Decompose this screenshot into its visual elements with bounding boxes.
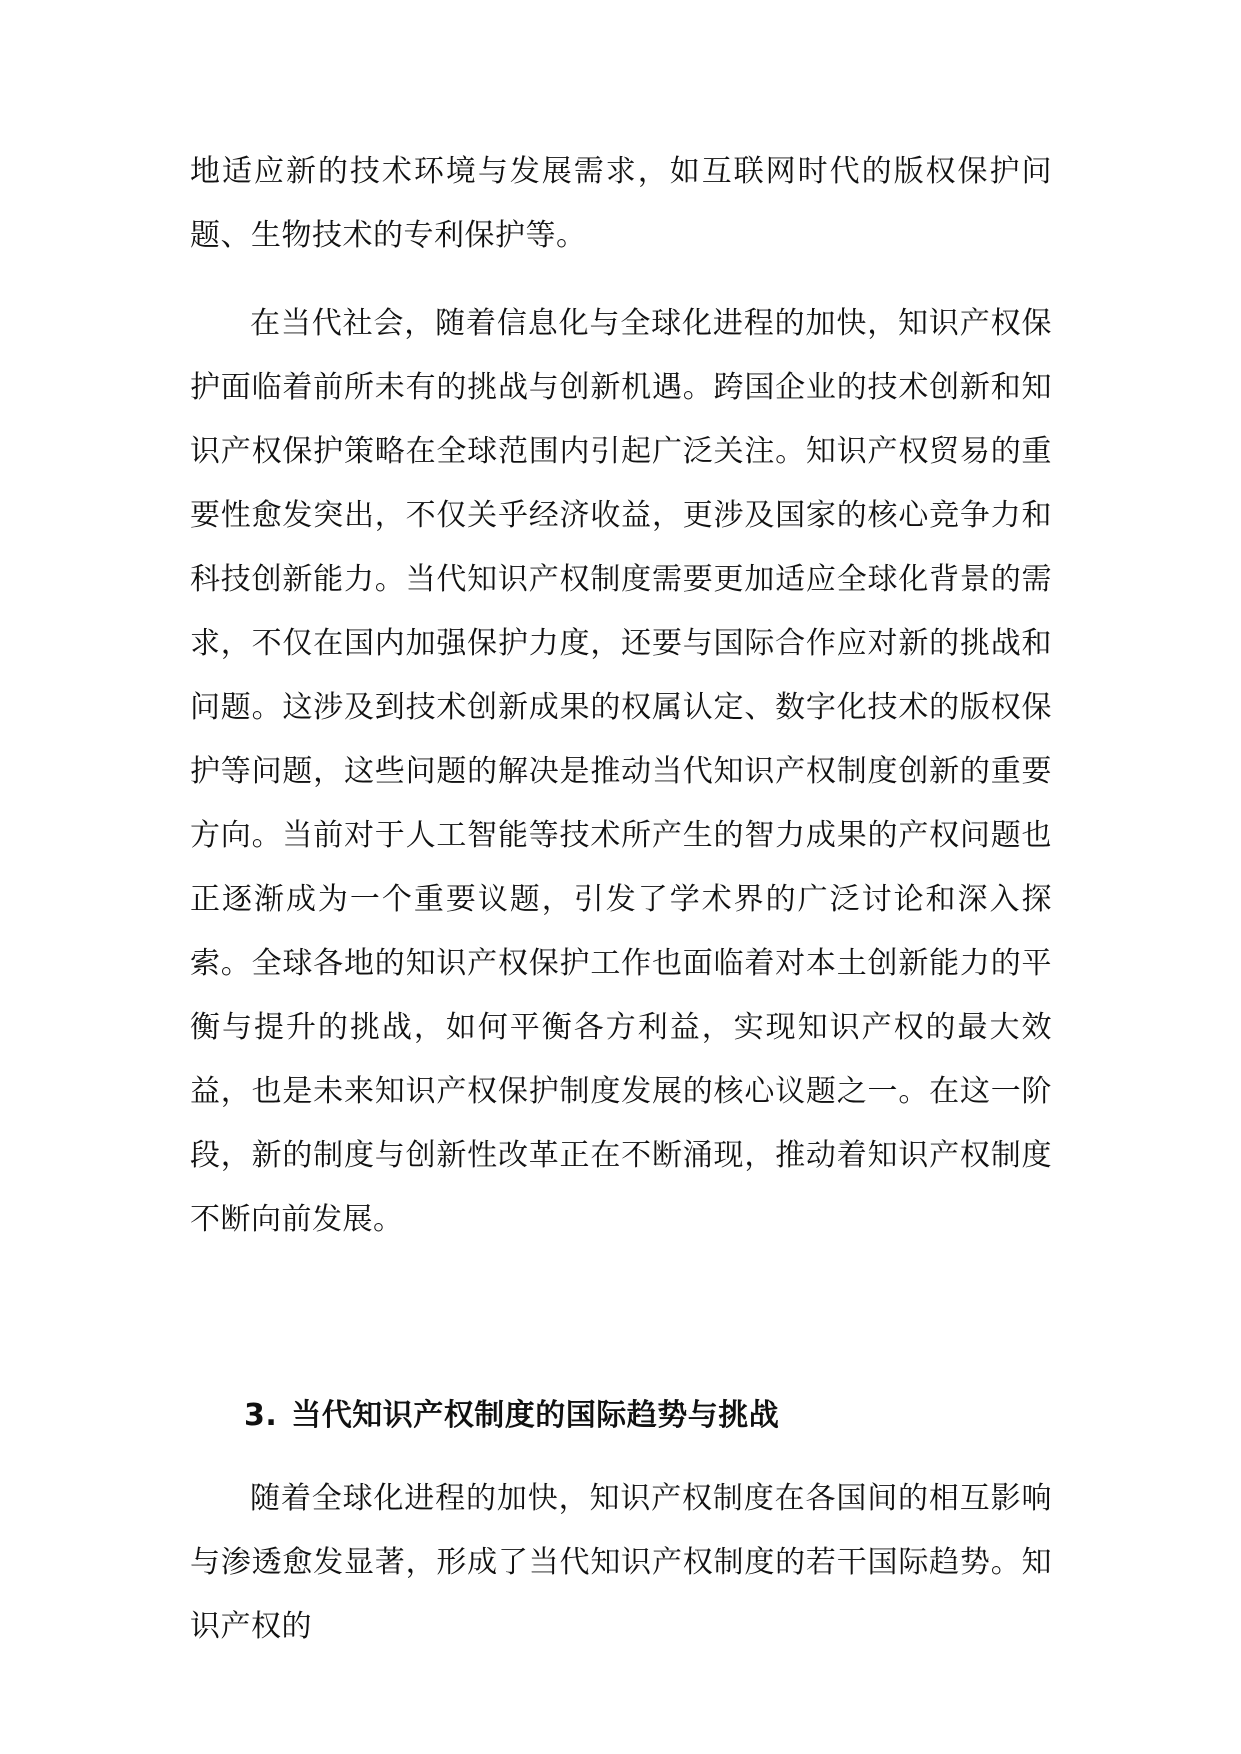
body-paragraph: 在当代社会，随着信息化与全球化进程的加快，知识产权保护面临着前所未有的挑战与创新机遇。跨国企业的技术创新和知识产权保护策略在全球范围内引起广泛关注。知识产权贸易的重要性愈发突出，不仅关乎经济收益，更涉及国家的核心竞争力和科技创新能力。当代知识产权制度需要更加适应全球化背景的需求，不仅在国内加强保护力度，还要与国际合作应对新的挑战和问题。这涉及到技术创新成果的权属认定、数字化技术的版权保护等问题，这些问题的解决是推动当代知识产权制度创新的重要方向。当前对于人工智能等技术所产生的智力成果的产权问题也正逐渐成为一个重要议题，引发了学术界的广泛讨论和深入探索。全球各地的知识产权保护工作也面临着对本土创新能力的平衡与提升的挑战，如何平衡各方利益，实现知识产权的最大效益，也是未来知识产权保护制度发展的核心议题之一。在这一阶段，新的制度与创新性改革正在不断涌现，推动着知识产权制度不断向前发展。: [190, 306, 1052, 1237]
section-paragraph: 随着全球化进程的加快，知识产权制度在各国间的相互影响与渗透愈发显著，形成了当代知识产权制度的若干国际趋势。知识产权的: [190, 1481, 1052, 1644]
section-number: 3.: [244, 1398, 278, 1433]
section-heading: [244, 1384, 779, 1448]
section-title: 当代知识产权制度的国际趋势与挑战: [291, 1398, 780, 1433]
body-paragraph-continued: 地适应新的技术环境与发展需求，如互联网时代的版权保护问题、生物技术的专利保护等。: [190, 154, 1052, 253]
document-page: [190, 140, 1052, 1644]
